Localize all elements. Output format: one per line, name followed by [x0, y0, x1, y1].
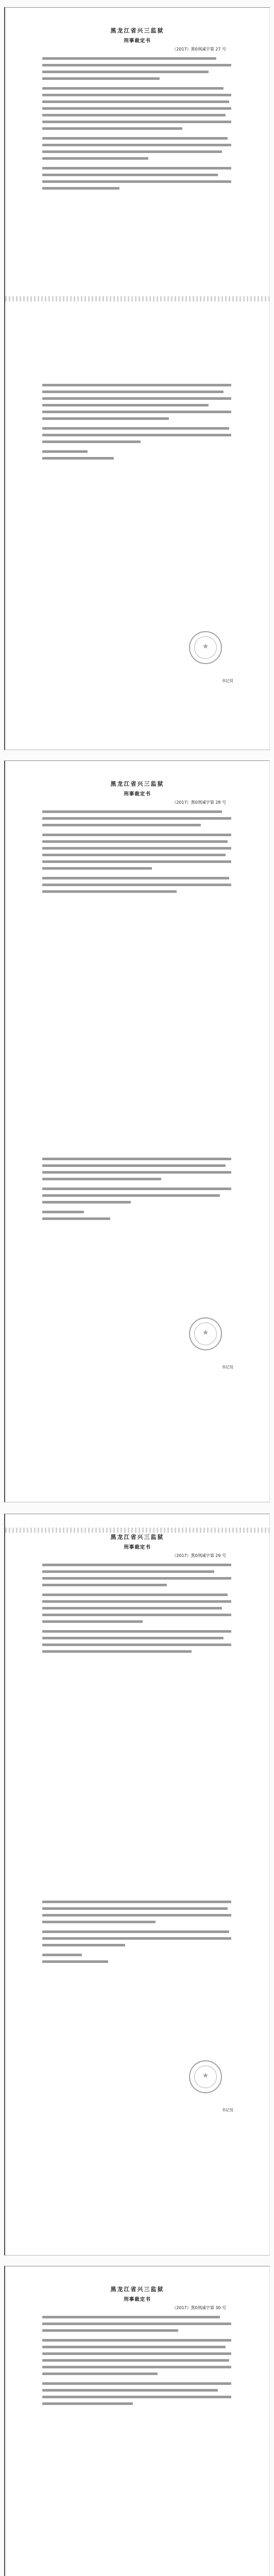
text-line	[42, 1650, 192, 1653]
text-line	[42, 71, 209, 73]
text-line	[42, 157, 148, 160]
text-line	[42, 440, 141, 443]
text-line	[42, 1171, 231, 1174]
text-line	[42, 77, 160, 80]
text-line	[42, 1600, 231, 1603]
document-page-3	[4, 1514, 270, 2256]
text-line	[42, 860, 231, 863]
text-line	[42, 1577, 231, 1580]
text-line	[42, 847, 231, 850]
court-seal: ★	[189, 2060, 222, 2093]
text-line	[42, 127, 182, 130]
court-name: 黑龙江省兴三监狱	[110, 781, 164, 787]
text-line	[42, 180, 231, 183]
signature-block	[222, 2107, 234, 2113]
text-line	[42, 824, 201, 826]
text-line	[42, 450, 88, 453]
document-type: 刑事裁定书	[124, 1545, 151, 1550]
text-line	[42, 890, 177, 893]
court-seal: ★	[189, 1317, 222, 1350]
text-line	[42, 2339, 231, 2342]
text-line	[42, 404, 209, 406]
text-line	[42, 397, 231, 400]
text-line	[42, 1594, 228, 1596]
page-header	[5, 26, 269, 44]
page-header	[5, 1533, 269, 1550]
text-line	[42, 1914, 231, 1917]
text-line	[42, 391, 224, 393]
case-number: （2017）黑0刑减字第 27 号	[172, 47, 226, 52]
text-line	[42, 121, 231, 123]
text-line	[42, 57, 216, 60]
text-line	[42, 427, 229, 430]
text-line	[42, 877, 229, 879]
text-line	[42, 840, 228, 843]
text-line	[42, 411, 231, 413]
text-line	[42, 2323, 231, 2325]
document-type: 刑事裁定书	[124, 38, 151, 44]
text-line	[42, 2396, 231, 2398]
text-line	[42, 94, 231, 96]
text-line	[42, 1194, 220, 1197]
page-body-text	[5, 52, 269, 190]
clerk-label: 书记员	[221, 2108, 233, 2112]
text-line	[42, 1960, 108, 1963]
text-line	[42, 1217, 110, 1220]
text-line	[42, 64, 231, 66]
scan-artifact	[5, 296, 269, 301]
text-line	[42, 384, 231, 386]
text-line	[42, 1637, 224, 1639]
text-line	[42, 1188, 231, 1190]
scan-artifact	[5, 1528, 269, 1533]
clerk-label: 书记员	[221, 679, 233, 683]
court-name: 黑龙江省兴三监狱	[110, 27, 164, 34]
text-line	[42, 1201, 131, 1204]
text-line	[42, 854, 226, 856]
text-line	[42, 1921, 156, 1923]
text-line	[42, 114, 226, 116]
text-line	[42, 2346, 226, 2348]
court-name: 黑龙江省兴三监狱	[110, 1534, 164, 1540]
text-line	[42, 834, 231, 836]
text-line	[42, 2366, 231, 2368]
page-body-text	[5, 379, 269, 464]
text-line	[42, 1954, 82, 1956]
signature-block	[222, 677, 234, 684]
text-line	[42, 1584, 167, 1586]
text-line	[42, 150, 222, 153]
text-line	[42, 1564, 231, 1566]
case-number: （2017）黑0刑减字第 28 号	[172, 800, 226, 805]
case-number: （2017）黑0刑减字第 29 号	[172, 1553, 226, 1558]
text-line	[42, 2382, 231, 2385]
court-name: 黑龙江省兴三监狱	[110, 2286, 164, 2293]
text-line	[42, 1178, 161, 1180]
text-line	[42, 457, 114, 460]
text-line	[42, 1944, 125, 1946]
text-line	[42, 2329, 178, 2332]
text-line	[42, 2389, 218, 2392]
page-body-text	[5, 2311, 269, 2405]
text-line	[42, 174, 218, 176]
text-line	[42, 1937, 231, 1940]
text-line	[42, 2316, 220, 2318]
court-seal: ★	[189, 631, 222, 664]
text-line	[42, 1607, 222, 1609]
page-body-text	[5, 805, 269, 893]
text-line	[42, 817, 231, 820]
case-number: （2017）黑0刑减字第 30 号	[172, 2306, 226, 2310]
text-line	[42, 1164, 226, 1167]
page-header	[5, 2285, 269, 2302]
text-line	[42, 1643, 231, 1646]
text-line	[42, 137, 228, 140]
text-line	[42, 87, 224, 90]
text-line	[42, 100, 229, 103]
text-line	[42, 2372, 158, 2375]
text-line	[42, 2352, 231, 2355]
text-line	[42, 187, 119, 190]
text-line	[42, 107, 231, 110]
text-line	[42, 1211, 84, 1213]
document-page-2	[4, 760, 270, 1502]
text-line	[42, 1158, 231, 1160]
text-line	[42, 810, 222, 813]
signature-block	[222, 1364, 234, 1370]
page-header	[5, 779, 269, 797]
text-line	[42, 1620, 143, 1623]
text-line	[42, 434, 231, 436]
document-type: 刑事裁定书	[124, 791, 151, 797]
document-page-1	[4, 7, 270, 750]
text-line	[42, 144, 231, 146]
clerk-label: 书记员	[221, 1365, 233, 1369]
text-line	[42, 1614, 231, 1616]
document-page-4	[4, 2266, 270, 2576]
text-line	[42, 1630, 231, 1633]
text-line	[42, 417, 169, 420]
text-line	[42, 167, 231, 170]
page-body-text	[5, 1153, 269, 1224]
page-body-text	[5, 1895, 269, 1967]
text-line	[42, 1907, 228, 1910]
text-line	[42, 867, 152, 870]
text-line	[42, 884, 231, 886]
page-body-text	[5, 1558, 269, 1653]
document-type: 刑事裁定书	[124, 2297, 151, 2302]
text-line	[42, 2359, 229, 2362]
text-line	[42, 1930, 229, 1933]
text-line	[42, 1901, 231, 1903]
text-line	[42, 1570, 214, 1573]
text-line	[42, 2402, 133, 2405]
